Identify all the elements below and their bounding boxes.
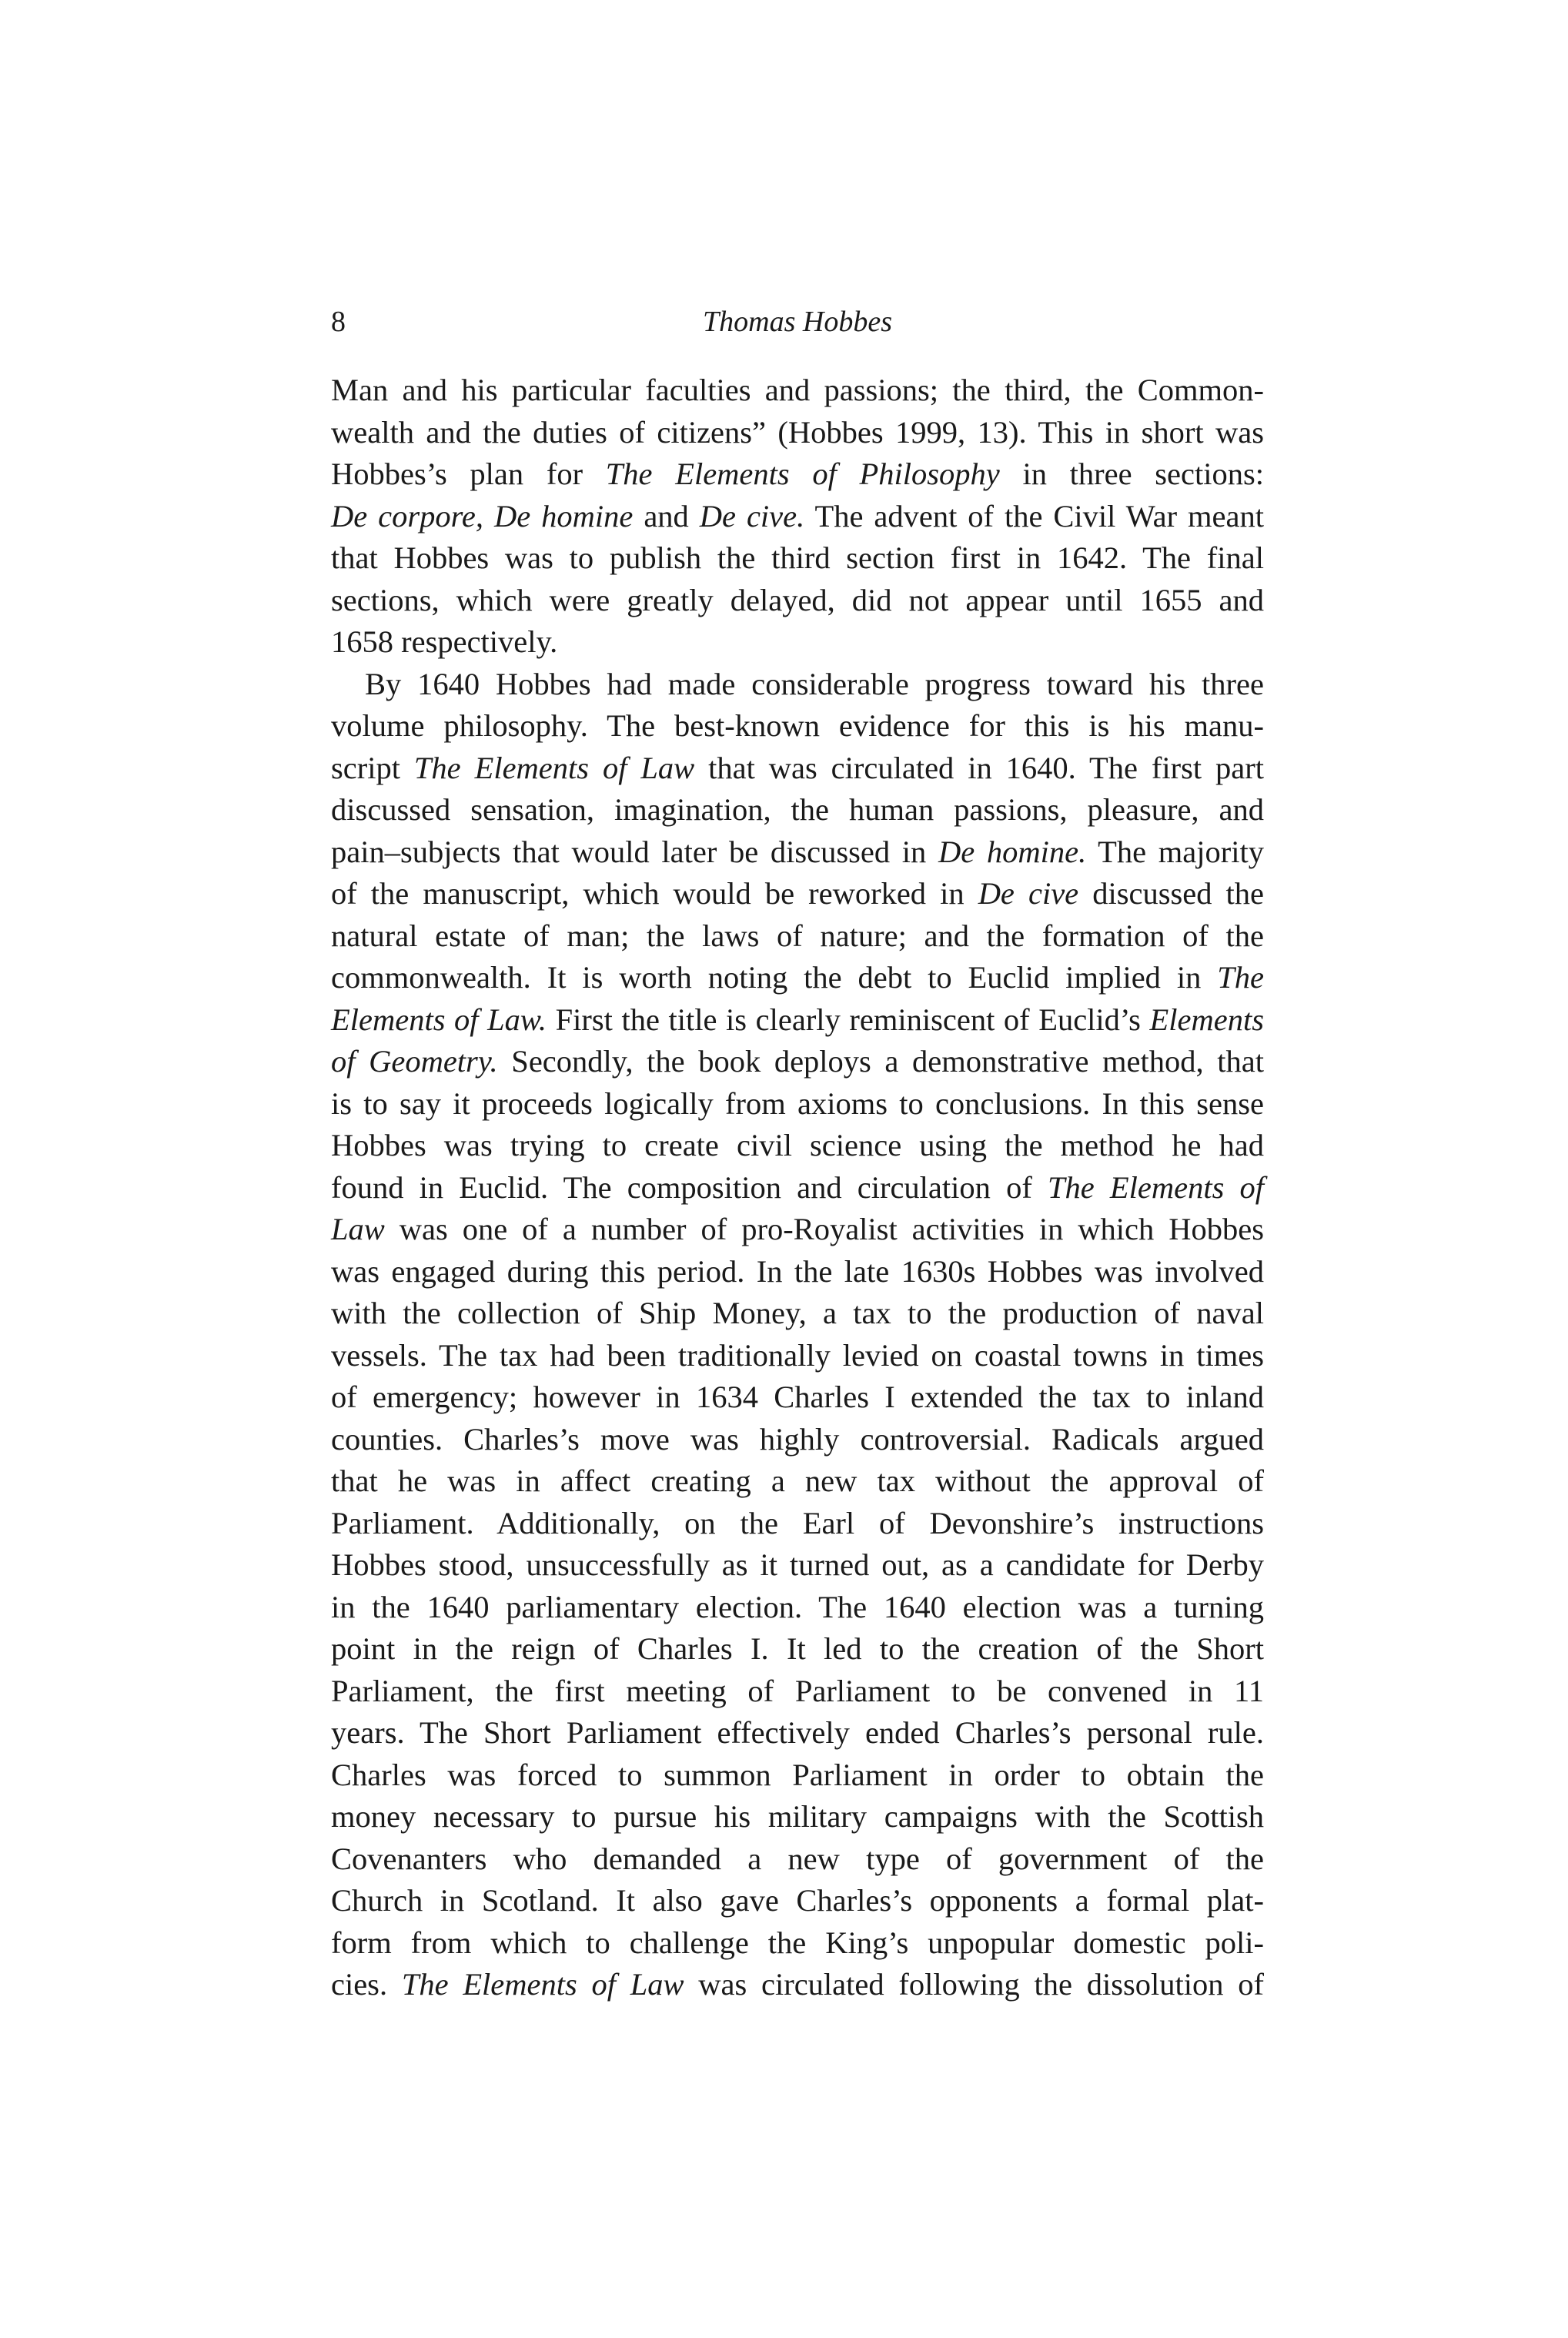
text-segment: Church in Scotland. It also gave Charles’s opponents a formal plat- [331, 1883, 1264, 1918]
text-line [331, 1587, 1264, 1629]
text-line [331, 1838, 1264, 1881]
text-line [331, 999, 1264, 1042]
text-segment: was one of a number of pro-Royalist activities in which Hobbes [384, 1212, 1264, 1246]
italic-text: Elements of Law. [331, 1002, 547, 1037]
text-line [331, 705, 1264, 748]
text-line [331, 831, 1264, 874]
italic-text: of Geometry. [331, 1044, 498, 1079]
text-line [331, 1376, 1264, 1419]
running-title: Thomas Hobbes [703, 306, 892, 338]
text-line [331, 1335, 1264, 1377]
text-segment: of the manuscript, which would be reworked in [331, 876, 978, 911]
text-segment: volume philosophy. The best-known evidence for this is his manu- [331, 708, 1264, 743]
italic-text: Elements [1149, 1002, 1264, 1037]
text-segment: First the title is clearly reminiscent of Euclid’s [547, 1002, 1150, 1037]
text-segment: Man and his particular faculties and passions; the third, the Common- [331, 373, 1264, 407]
text-segment: that he was in affect creating a new tax without the approval of [331, 1463, 1264, 1498]
body-text [331, 370, 1264, 2006]
text-segment: years. The Short Parliament effectively ended Charles’s personal rule. [331, 1715, 1264, 1750]
text-segment: natural estate of man; the laws of nature; and the formation of the [331, 918, 1264, 953]
text-segment: was engaged during this period. In the late 1630s Hobbes was involved [331, 1253, 1264, 1289]
text-line [331, 1419, 1264, 1461]
text-segment: discussed the [1078, 876, 1264, 911]
text-line [331, 1209, 1264, 1251]
text-line [331, 748, 1264, 790]
text-segment: that was circulated in 1640. The first part [694, 750, 1264, 785]
text-line [331, 873, 1264, 915]
italic-text: The Elements of Philosophy [605, 457, 1000, 491]
text-segment: The majority [1086, 834, 1264, 869]
text-line [331, 453, 1264, 496]
italic-text: The Elements of Law [413, 750, 695, 785]
text-segment: point in the reign of Charles I. It led to the creation of the Short [331, 1631, 1264, 1666]
text-line [331, 1251, 1264, 1293]
text-line [331, 957, 1264, 999]
text-line [331, 1293, 1264, 1335]
italic-text: De homine. [938, 834, 1087, 869]
italic-text: The Elements of Law [401, 1967, 684, 2002]
text-line [331, 1460, 1264, 1503]
text-segment: vessels. The tax had been traditionally levied on coastal towns in times [331, 1337, 1264, 1373]
text-line [331, 915, 1264, 958]
text-line [331, 1796, 1264, 1838]
text-line [331, 537, 1264, 580]
page-number: 8 [331, 306, 346, 338]
text-line [331, 789, 1264, 831]
text-segment: with the collection of Ship Money, a tax to the production of naval [331, 1296, 1264, 1330]
text-line [331, 1964, 1264, 2006]
text-segment: Secondly, the book deploys a demonstrative method, that [497, 1044, 1264, 1079]
text-line [331, 412, 1264, 454]
text-segment: in the 1640 parliamentary election. The 1640 election was a turning [331, 1589, 1264, 1624]
text-line [331, 1041, 1264, 1083]
text-line [331, 1671, 1264, 1713]
text-segment: The advent of the Civil War meant [804, 498, 1264, 533]
text-segment: Hobbes was trying to create civil science using the method he had [331, 1128, 1264, 1162]
text-segment: By 1640 Hobbes had made considerable progress toward his three [365, 666, 1264, 701]
text-line [331, 1083, 1264, 1126]
text-line [331, 1503, 1264, 1545]
italic-text: Law [331, 1212, 385, 1246]
text-line [331, 1628, 1264, 1671]
text-segment: script [331, 750, 414, 785]
italic-text: The [1217, 960, 1264, 995]
text-segment: Charles was forced to summon Parliament in order to obtain the [331, 1757, 1264, 1792]
italic-text: The Elements of [1047, 1169, 1264, 1205]
text-segment: Hobbes stood, unsuccessfully as it turned out, as a candidate for Derby [331, 1547, 1264, 1582]
text-segment: Parliament. Additionally, on the Earl of Devonshire’s instructions [331, 1505, 1264, 1540]
text-segment: wealth and the duties of citizens” (Hobbes 1999, 13). This in short was [331, 414, 1264, 450]
text-segment: found in Euclid. The composition and circulation of [331, 1169, 1048, 1205]
text-line [331, 621, 1264, 664]
text-segment: money necessary to pursue his military campaigns with the Scottish [331, 1799, 1264, 1834]
text-line [331, 496, 1264, 538]
text-segment: Hobbes’s plan for [331, 457, 606, 491]
text-segment: form from which to challenge the King’s unpopular domestic poli- [331, 1925, 1264, 1960]
text-line [331, 1922, 1264, 1965]
text-segment: pain–subjects that would later be discussed in [331, 834, 938, 869]
text-segment: in three sections: [999, 457, 1264, 491]
text-segment: and [633, 498, 700, 533]
text-line [331, 1125, 1264, 1167]
text-line [331, 1880, 1264, 1922]
text-segment: sections, which were greatly delayed, did not appear until 1655 and [331, 582, 1264, 617]
text-line [331, 370, 1264, 412]
italic-text: De cive [978, 876, 1079, 911]
text-segment: commonwealth. It is worth noting the debt to Euclid implied in [331, 960, 1218, 995]
text-segment: counties. Charles’s move was highly controversial. Radicals argued [331, 1421, 1264, 1457]
text-segment: was circulated following the dissolution of [684, 1967, 1264, 2002]
italic-text: De corpore, De homine [331, 498, 634, 533]
text-segment: cies. [331, 1967, 402, 2002]
text-line [331, 580, 1264, 622]
text-line [331, 1167, 1264, 1209]
text-segment: of emergency; however in 1634 Charles I extended the tax to inland [331, 1380, 1264, 1414]
text-line [331, 1712, 1264, 1754]
text-segment: that Hobbes was to publish the third section first in 1642. The final [331, 540, 1264, 575]
text-line [331, 664, 1264, 706]
running-head [331, 302, 1264, 348]
text-segment: Parliament, the first meeting of Parliament to be convened in 11 [331, 1673, 1264, 1708]
text-segment: 1658 respectively. [331, 624, 558, 659]
text-line [331, 1754, 1264, 1797]
text-segment: discussed sensation, imagination, the human passions, pleasure, and [331, 792, 1264, 827]
text-segment: Covenanters who demanded a new type of government of the [331, 1841, 1264, 1876]
text-segment: is to say it proceeds logically from axioms to conclusions. In this sense [331, 1085, 1264, 1121]
italic-text: De cive. [699, 498, 805, 533]
text-line [331, 1544, 1264, 1587]
